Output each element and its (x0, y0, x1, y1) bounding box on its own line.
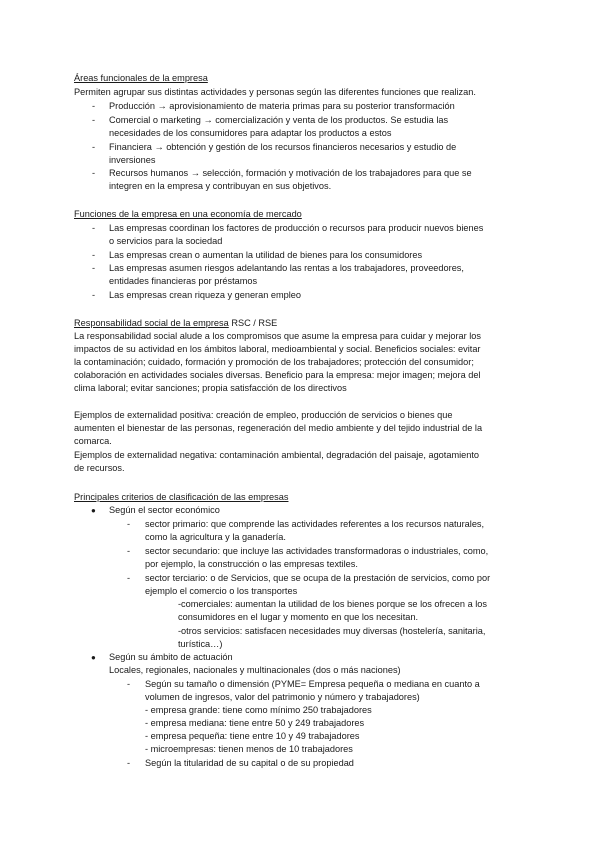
paragraph-line: la contaminación; cuidado, formación y promoción de los trabajadores; protección del consumidor; (74, 357, 474, 367)
list-item: Según su tamaño o dimensión (PYME= Empresa pequeña o mediana en cuanto a (145, 679, 480, 689)
list-item: sector primario: que comprende las actividades referentes a los recursos naturales, (145, 519, 485, 529)
paragraph-line: Ejemplos de externalidad negativa: contaminación ambiental, degradación del paisaje, agotamiento (74, 450, 480, 460)
list-item: Las empresas asumen riesgos adelantando las rentas a los trabajadores, proveedores, (109, 263, 464, 273)
list-dash: - (92, 263, 96, 273)
list-dash: - (127, 546, 131, 556)
list-dash: - (92, 168, 96, 178)
list-item-continuation: por ejemplo, la construcción o las empresas textiles. (145, 559, 358, 569)
size-item: - empresa grande: tiene como mínimo 250 trabajadores (145, 705, 372, 715)
list-dash: - (127, 679, 131, 689)
list-item: sector terciario: o de Servicios, que se ocupa de la prestación de servicios, como por (145, 573, 491, 583)
list-dash: - (92, 290, 96, 300)
list-item: Recursos humanos → selección, formación y motivación de los trabajadores para que se (109, 168, 472, 178)
bullet-dot-icon: ● (91, 506, 96, 515)
list-dash: - (92, 115, 96, 125)
sub-item-continuation: turística…) (178, 639, 223, 649)
bullet-item: Según el sector económico (109, 505, 220, 515)
list-item-continuation: como la agricultura y la ganadería. (145, 532, 286, 542)
paragraph-line: Ejemplos de externalidad positiva: creación de empleo, producción de servicios o bienes que (74, 410, 453, 420)
list-item-continuation: integren en la empresa y contribuyan en sus objetivos. (109, 181, 332, 191)
sub-item-continuation: consumidores en el lugar y momento en que los necesitan. (178, 612, 419, 622)
list-item-continuation: necesidades de los consumidores para adaptar los productos a estos (109, 128, 392, 138)
list-item: Producción → aprovisionamiento de materia primas para su posterior transformación (109, 101, 455, 111)
list-item: Las empresas crean o aumentan la utilidad de bienes para los consumidores (109, 250, 423, 260)
list-item: Financiera → obtención y gestión de los recursos financieros necesarios y estudio de (109, 142, 457, 152)
sub-item: -comerciales: aumentan la utilidad de los bienes porque se los ofrecen a los (178, 599, 487, 609)
paragraph-line: Locales, regionales, nacionales y multinacionales (dos o más naciones) (109, 665, 401, 675)
paragraph-line: impactos de su actividad en los ámbitos laboral, medioambiental y social. Beneficios sociales: evitar (74, 344, 481, 354)
list-item: sector secundario: que incluye las actividades transformadoras o industriales, como, (145, 546, 489, 556)
section3-heading-line (74, 317, 277, 331)
list-item: Las empresas crean riqueza y generan empleo (109, 290, 302, 300)
list-item-continuation: volumen de ingresos, valor del patrimonio y número y trabajadores) (145, 692, 420, 702)
section1-heading: Áreas funcionales de la empresa (74, 73, 208, 83)
size-item: - empresa mediana: tiene entre 50 y 249 trabajadores (145, 718, 365, 728)
list-item-continuation: entidades financieras por préstamos (109, 276, 258, 286)
bullet-dot-icon: ● (91, 653, 96, 662)
section3-heading-suffix: RSC / RSE (231, 318, 278, 328)
list-item-continuation: o servicios para la sociedad (109, 236, 223, 246)
list-item-continuation: inversiones (109, 155, 156, 165)
list-dash: - (127, 758, 131, 768)
paragraph-line: colaboración en actividades sociales diversas. Beneficio para la empresa: mejor imagen; mejora del (74, 370, 481, 380)
list-dash: - (92, 223, 96, 233)
size-item: - empresa pequeña: tiene entre 10 y 49 trabajadores (145, 731, 360, 741)
list-item: Comercial o marketing → comercialización y venta de los productos. Se estudia las (109, 115, 449, 125)
paragraph-line: aumenten el bienestar de las personas, regeneración del medio ambiente y del tejido industrial de la (74, 423, 483, 433)
size-item: - microempresas: tienen menos de 10 trabajadores (145, 744, 353, 754)
sub-item: -otros servicios: satisfacen necesidades muy diversas (hostelería, sanitaria, (178, 626, 486, 636)
list-dash: - (92, 250, 96, 260)
paragraph-line: comarca. (74, 436, 112, 446)
section2-heading: Funciones de la empresa en una economía de mercado (74, 209, 302, 219)
list-item: Las empresas coordinan los factores de producción o recursos para producir nuevos bienes (109, 223, 484, 233)
section4-heading: Principales criterios de clasificación de las empresas (74, 492, 289, 502)
paragraph-line: de recursos. (74, 463, 125, 473)
list-dash: - (92, 101, 96, 111)
section1-intro: Permiten agrupar sus distintas actividades y personas según las diferentes funciones que realizan. (74, 87, 476, 97)
paragraph-line: La responsabilidad social alude a los compromisos que asume la empresa para cuidar y mejorar los (74, 331, 482, 341)
section3-heading: Responsabilidad social de la empresa (74, 318, 229, 328)
list-item: Según la titularidad de su capital o de su propiedad (145, 758, 354, 768)
list-dash: - (92, 142, 96, 152)
list-item-continuation: ejemplo el comercio o los transportes (145, 586, 298, 596)
list-dash: - (127, 573, 131, 583)
paragraph-line: clima laboral; evitar sanciones; propia satisfacción de los directivos (74, 383, 347, 393)
list-dash: - (127, 519, 131, 529)
bullet-item: Según su ámbito de actuación (109, 652, 233, 662)
